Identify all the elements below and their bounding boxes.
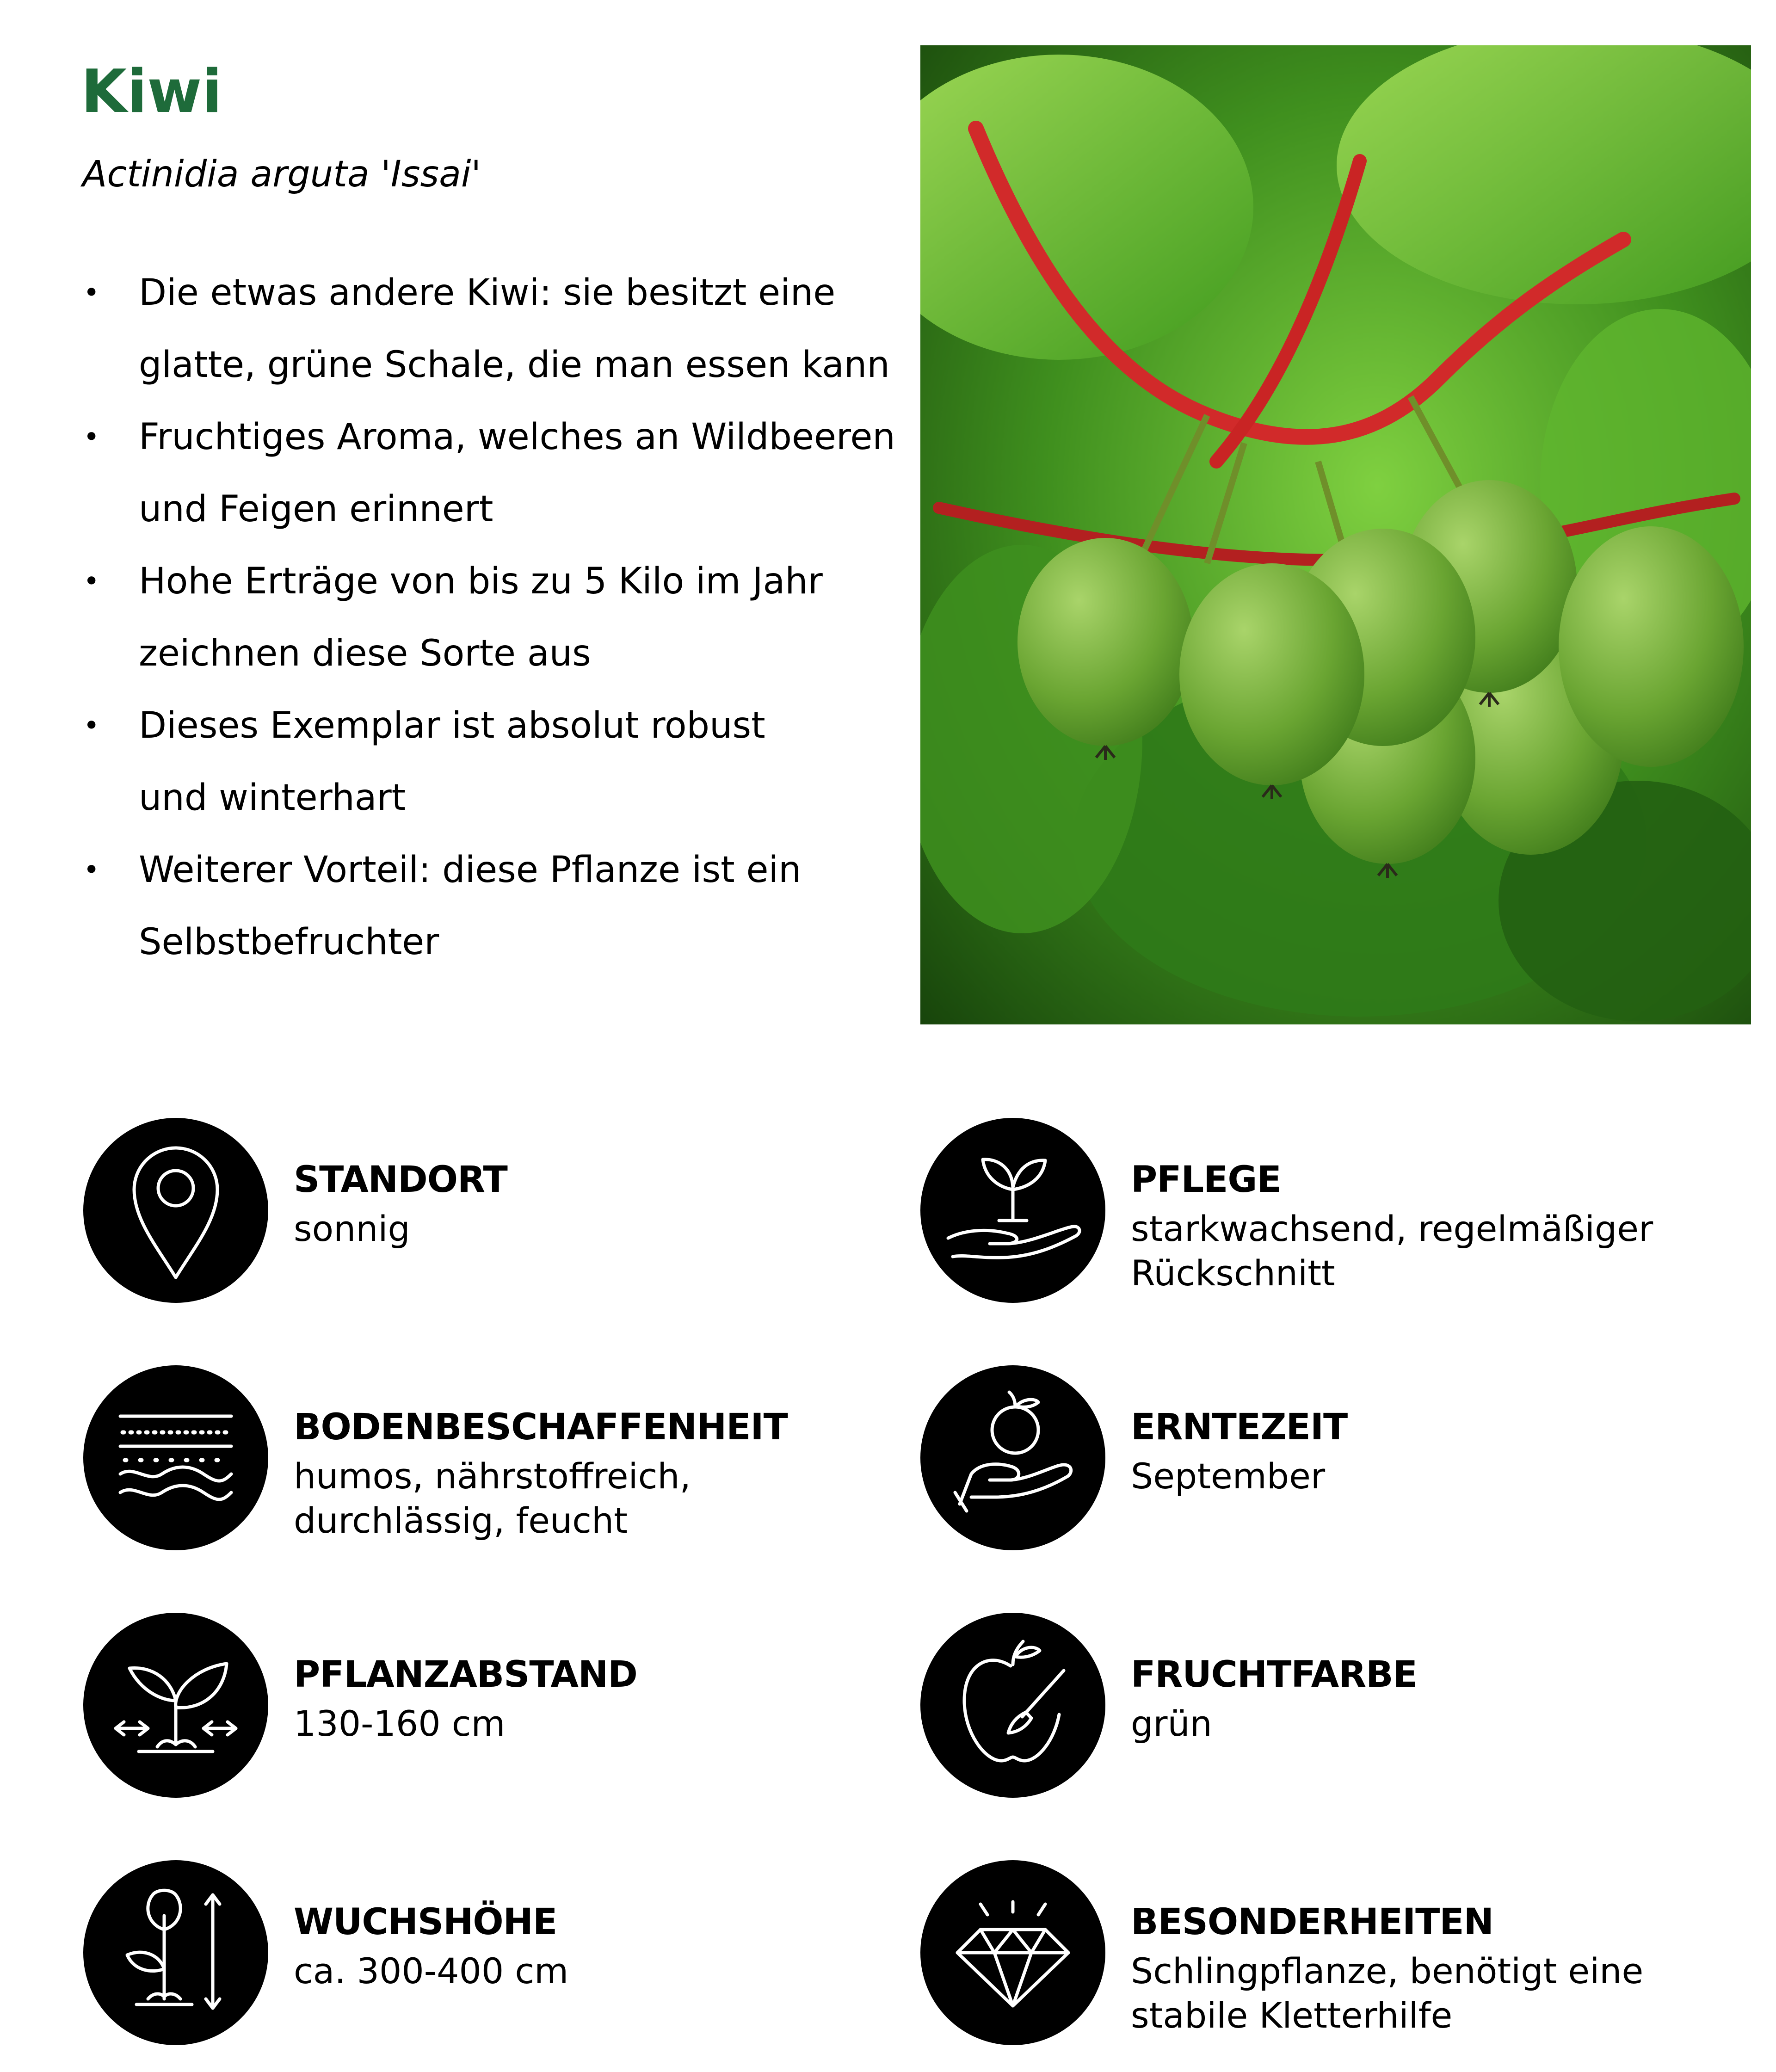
feature-heading: WUCHSHÖHE <box>294 1901 557 1943</box>
latin-name: Actinidia arguta 'Issai' <box>82 154 481 195</box>
feature-value: starkwachsend, regelmäßiger Rückschnitt <box>1131 1208 1653 1294</box>
list-item <box>79 401 897 545</box>
seedling-hand-icon <box>920 1118 1105 1303</box>
bullet-text: Hohe Erträge von bis zu 5 Kilo im Jahr zeichnen diese Sorte aus <box>139 561 823 674</box>
feature-value: Schlingpflanze, benötigt eine stabile Kletterhilfe <box>1131 1950 1644 2036</box>
fruit-hand-icon <box>920 1365 1105 1550</box>
bullet-dot: • <box>83 709 100 742</box>
feature-value: humos, nährstoffreich, durchlässig, feucht <box>294 1455 691 1541</box>
kiwi-photo <box>920 45 1751 1024</box>
feature-bodenbeschaffenheit <box>83 1365 870 1550</box>
feature-erntezeit <box>920 1365 1707 1550</box>
feature-heading: PFLEGE <box>1131 1159 1281 1201</box>
page-title: Kiwi <box>81 57 222 126</box>
soil-layers-icon <box>83 1365 268 1550</box>
plant-spacing-icon <box>83 1613 268 1798</box>
feature-heading: FRUCHTFARBE <box>1131 1654 1417 1696</box>
bullet-dot: • <box>83 565 100 598</box>
bullet-dot: • <box>83 421 100 453</box>
list-item <box>79 257 897 401</box>
feature-value: 130-160 cm <box>294 1703 506 1744</box>
list-item <box>79 690 897 834</box>
feature-value: sonnig <box>294 1208 410 1249</box>
bullet-dot: • <box>83 277 100 309</box>
list-item <box>79 834 897 978</box>
feature-pflanzabstand <box>83 1613 870 1798</box>
feature-heading: PFLANZABSTAND <box>294 1654 637 1696</box>
feature-fruchtfarbe <box>920 1613 1707 1798</box>
bullet-text: Dieses Exemplar ist absolut robust und winterhart <box>139 705 765 819</box>
feature-pflege <box>920 1118 1707 1303</box>
bullet-text: Fruchtiges Aroma, welches an Wildbeeren und Feigen erinnert <box>139 416 895 530</box>
apple-brush-icon <box>920 1613 1105 1798</box>
location-pin-icon <box>83 1118 268 1303</box>
feature-value: grün <box>1131 1703 1212 1744</box>
plant-height-icon <box>83 1860 268 2045</box>
feature-bullet-list <box>79 257 897 978</box>
feature-heading: STANDORT <box>294 1159 507 1201</box>
feature-heading: BODENBESCHAFFENHEIT <box>294 1406 788 1448</box>
feature-standort <box>83 1118 870 1303</box>
bullet-text: Die etwas andere Kiwi: sie besitzt eine glatte, grüne Schale, die man essen kann <box>139 272 890 386</box>
list-item <box>79 545 897 690</box>
feature-value: September <box>1131 1455 1326 1497</box>
feature-value: ca. 300-400 cm <box>294 1950 569 1992</box>
feature-heading: BESONDERHEITEN <box>1131 1901 1493 1943</box>
feature-wuchshoehe <box>83 1860 870 2045</box>
diamond-icon <box>920 1860 1105 2045</box>
bullet-dot: • <box>83 854 100 886</box>
bullet-text: Weiterer Vorteil: diese Pflanze ist ein Selbstbefruchter <box>139 849 802 963</box>
feature-heading: ERNTEZEIT <box>1131 1406 1348 1448</box>
feature-besonderheiten <box>920 1860 1707 2045</box>
